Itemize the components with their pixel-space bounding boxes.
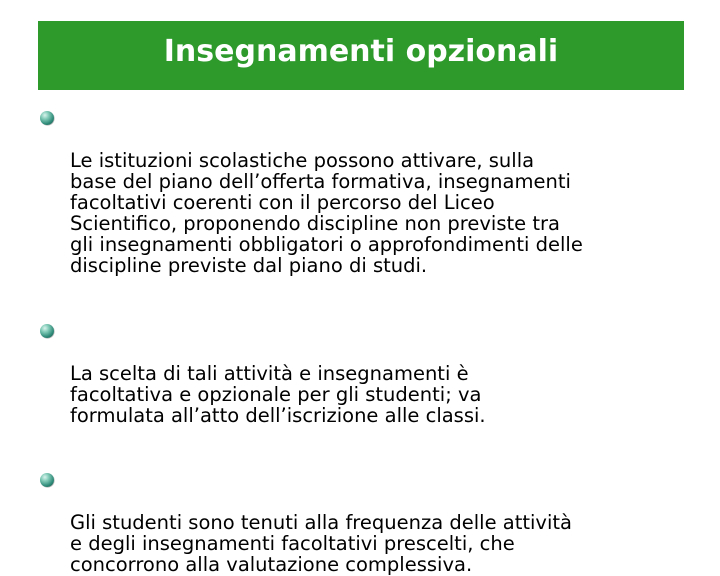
title-bar	[38, 21, 684, 90]
bullet-item	[40, 108, 700, 276]
bullet-list	[40, 108, 700, 575]
sphere-bullet-icon	[40, 111, 54, 125]
bullet-item	[40, 470, 700, 575]
bullet-item	[40, 321, 700, 426]
bullet-text: La scelta di tali attività e insegnamenti è facoltativa e opzionale per gli studenti; va formulata all’atto dell’iscrizione alle classi.	[70, 362, 486, 427]
bullet-text: Le istituzioni scolastiche possono attivare, sulla base del piano dell’offerta formativa, insegnamenti facoltativi coerenti con il percorso del Liceo Scientifico, proponendo discipline non previste tra gli insegnamenti obbligatori o approfondimenti delle discipline previste dal piano di studi.	[70, 149, 583, 277]
sphere-bullet-icon	[40, 324, 54, 338]
slide-title: Insegnamenti opzionali	[163, 34, 559, 69]
bullet-text: Gli studenti sono tenuti alla frequenza delle attività e degli insegnamenti facoltativi prescelti, che concorrono alla valutazione complessiva.	[70, 511, 572, 576]
sphere-bullet-icon	[40, 473, 54, 487]
